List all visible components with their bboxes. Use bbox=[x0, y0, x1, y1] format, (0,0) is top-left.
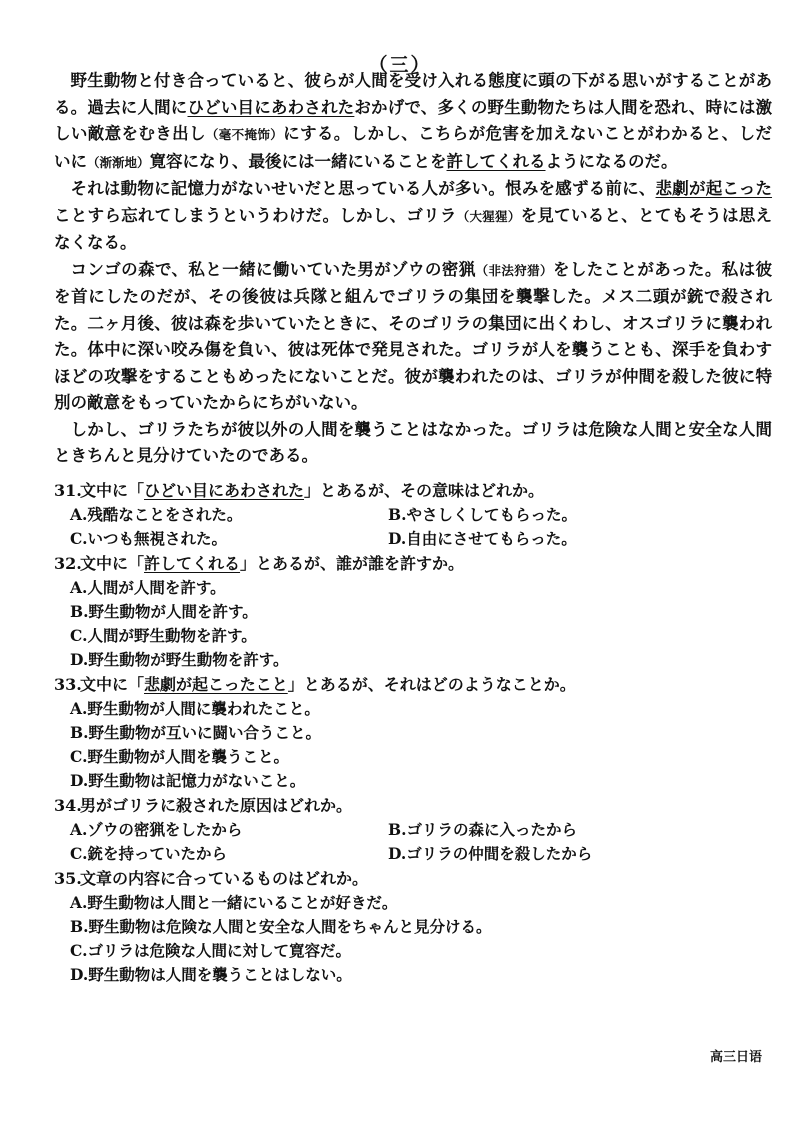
answer-options bbox=[54, 891, 774, 987]
underlined-phrase: ひどい目にあわされた bbox=[144, 481, 305, 500]
chinese-gloss: （非法狩猎） bbox=[475, 262, 553, 278]
section-title: （三） bbox=[368, 54, 432, 76]
answer-option: B.野生動物が人間を許す。 bbox=[70, 602, 258, 621]
answer-option: D.野生動物は人間を襲うことはしない。 bbox=[70, 965, 352, 984]
answer-option: C.野生動物が人間を襲うこと。 bbox=[70, 747, 289, 766]
text-segment: をしたことがあった。私は彼を首にしたのだが、その後彼は兵隊と組んでゴリラの集団を襲撃した。メス二頭が銃で殺された。二ヶ月後、彼は森を歩いていたときに、そのゴリラの集団に出くわし、オスゴリラに襲われた。体中に深い咬み傷を負い、彼は死体で発見された。ゴリラが人を襲うことも、深手を負わすほどの攻撃をすることもめったにないことだ。彼が襲われたのは、ゴリラが仲間を殺した彼に特別の敵意をもっていたからにちがいない。 bbox=[54, 259, 772, 412]
answer-option: B.やさしくしてもらった。 bbox=[388, 505, 577, 524]
underlined-phrase: 悲劇が起こった bbox=[655, 179, 773, 198]
question-list bbox=[54, 478, 774, 987]
answer-option: D.野生動物が野生動物を許す。 bbox=[70, 650, 289, 669]
chinese-gloss: （大猩猩） bbox=[456, 208, 521, 224]
passage-paragraph bbox=[54, 176, 772, 257]
text-segment: おかげで、多くの野生動物たちは人間を恐れ、時には激しい敵意をむき出し bbox=[54, 97, 773, 143]
text-segment: コンゴの森で、私と一緒に働いていた男がゾウの密猟 bbox=[70, 259, 476, 279]
text-segment: 文中に「 bbox=[80, 481, 145, 500]
question-item bbox=[54, 866, 774, 987]
answer-options bbox=[54, 503, 774, 551]
answer-option: A.ゾウの密猟をしたから bbox=[70, 820, 243, 839]
question-stem bbox=[54, 478, 774, 503]
text-segment: ようになるのだ。 bbox=[545, 151, 678, 171]
answer-option: C.ゴリラは危険な人間に対して寛容だ。 bbox=[70, 941, 351, 960]
answer-option: C.人間が野生動物を許す。 bbox=[70, 626, 257, 645]
answer-option: A.野生動物が人間に襲われたこと。 bbox=[70, 699, 320, 718]
question-item bbox=[54, 551, 774, 672]
reading-passage bbox=[54, 68, 772, 470]
passage-paragraph bbox=[54, 68, 772, 176]
question-number: 32. bbox=[54, 554, 82, 573]
chinese-gloss: （毫不掩饰） bbox=[205, 127, 284, 142]
question-stem bbox=[54, 866, 774, 891]
underlined-phrase: ひどい目にあわされた bbox=[187, 97, 355, 117]
question-number: 31. bbox=[54, 481, 82, 500]
text-segment: 野生動物と付き合っていると、彼らが人間を受け入れる態度に頭の下がる思いがすることがある。過去に人間に bbox=[54, 71, 773, 117]
text-segment: 寛容になり、最後には一緒にいることを bbox=[149, 151, 447, 171]
text-segment: しかし、ゴリラたちが彼以外の人間を襲うことはなかった。ゴリラは危険な人間と安全な人間ときちんと見分けていたのである。 bbox=[54, 419, 773, 465]
text-segment: 」とあるが、その意味はどれか。 bbox=[304, 481, 545, 500]
text-segment: を見ていると、とてもそうは思えなくなる。 bbox=[54, 205, 773, 252]
chinese-gloss: （渐渐地） bbox=[87, 154, 150, 170]
question-number: 35. bbox=[54, 869, 82, 888]
answer-option: C.いつも無視された。 bbox=[70, 529, 227, 548]
underlined-phrase: 許してくれる bbox=[446, 151, 546, 171]
text-segment: 文章の内容に合っているものはどれか。 bbox=[80, 869, 369, 888]
question-item bbox=[54, 672, 774, 793]
text-segment: 」とあるが、それはどのようなことか。 bbox=[287, 675, 576, 694]
text-segment: 男がゴリラに殺された原因はどれか。 bbox=[80, 796, 353, 815]
answer-option: B.野生動物が互いに闘い合うこと。 bbox=[70, 723, 321, 742]
text-segment: 文中に「 bbox=[80, 554, 145, 573]
underlined-phrase: 悲劇が起こったこと bbox=[144, 675, 288, 694]
answer-option: D.ゴリラの仲間を殺したから bbox=[388, 844, 593, 863]
answer-options bbox=[54, 576, 774, 672]
answer-option: A.残酷なことをされた。 bbox=[70, 505, 243, 524]
text-segment: それは動物に記憶力がないせいだと思っている人が多い。恨みを感ずる前に、 bbox=[70, 179, 656, 198]
question-stem bbox=[54, 793, 774, 818]
text-segment: にする。しかし、こちらが危害を加えないことがわかると、しだいに bbox=[54, 124, 773, 171]
question-item bbox=[54, 478, 774, 551]
answer-option: A.人間が人間を許す。 bbox=[70, 578, 226, 597]
question-number: 33. bbox=[54, 675, 82, 694]
answer-option: B.ゴリラの森に入ったから bbox=[388, 820, 577, 839]
question-number: 34. bbox=[54, 796, 82, 815]
text-segment: 文中に「 bbox=[80, 675, 145, 694]
passage-paragraph bbox=[54, 257, 772, 417]
text-segment: ことすら忘れてしまうというわけだ。しかし、ゴリラ bbox=[54, 205, 457, 225]
answer-option: C.銃を持っていたから bbox=[70, 844, 227, 863]
question-stem bbox=[54, 551, 774, 576]
answer-option: B.野生動物は危険な人間と安全な人間をちゃんと見分ける。 bbox=[70, 917, 492, 936]
passage-paragraph bbox=[54, 417, 772, 470]
question-stem bbox=[54, 672, 774, 697]
page-footer: 高三日语 bbox=[709, 1050, 762, 1065]
text-segment: 」とあるが、誰が誰を許すか。 bbox=[240, 554, 465, 573]
answer-option: D.自由にさせてもらった。 bbox=[388, 529, 577, 548]
answer-options bbox=[54, 697, 774, 793]
underlined-phrase: 許してくれる bbox=[144, 554, 241, 573]
answer-option: D.野生動物は記憶力がないこと。 bbox=[70, 771, 306, 790]
answer-option: A.野生動物は人間と一緒にいることが好きだ。 bbox=[70, 893, 398, 912]
question-item bbox=[54, 793, 774, 866]
answer-options bbox=[54, 818, 774, 866]
